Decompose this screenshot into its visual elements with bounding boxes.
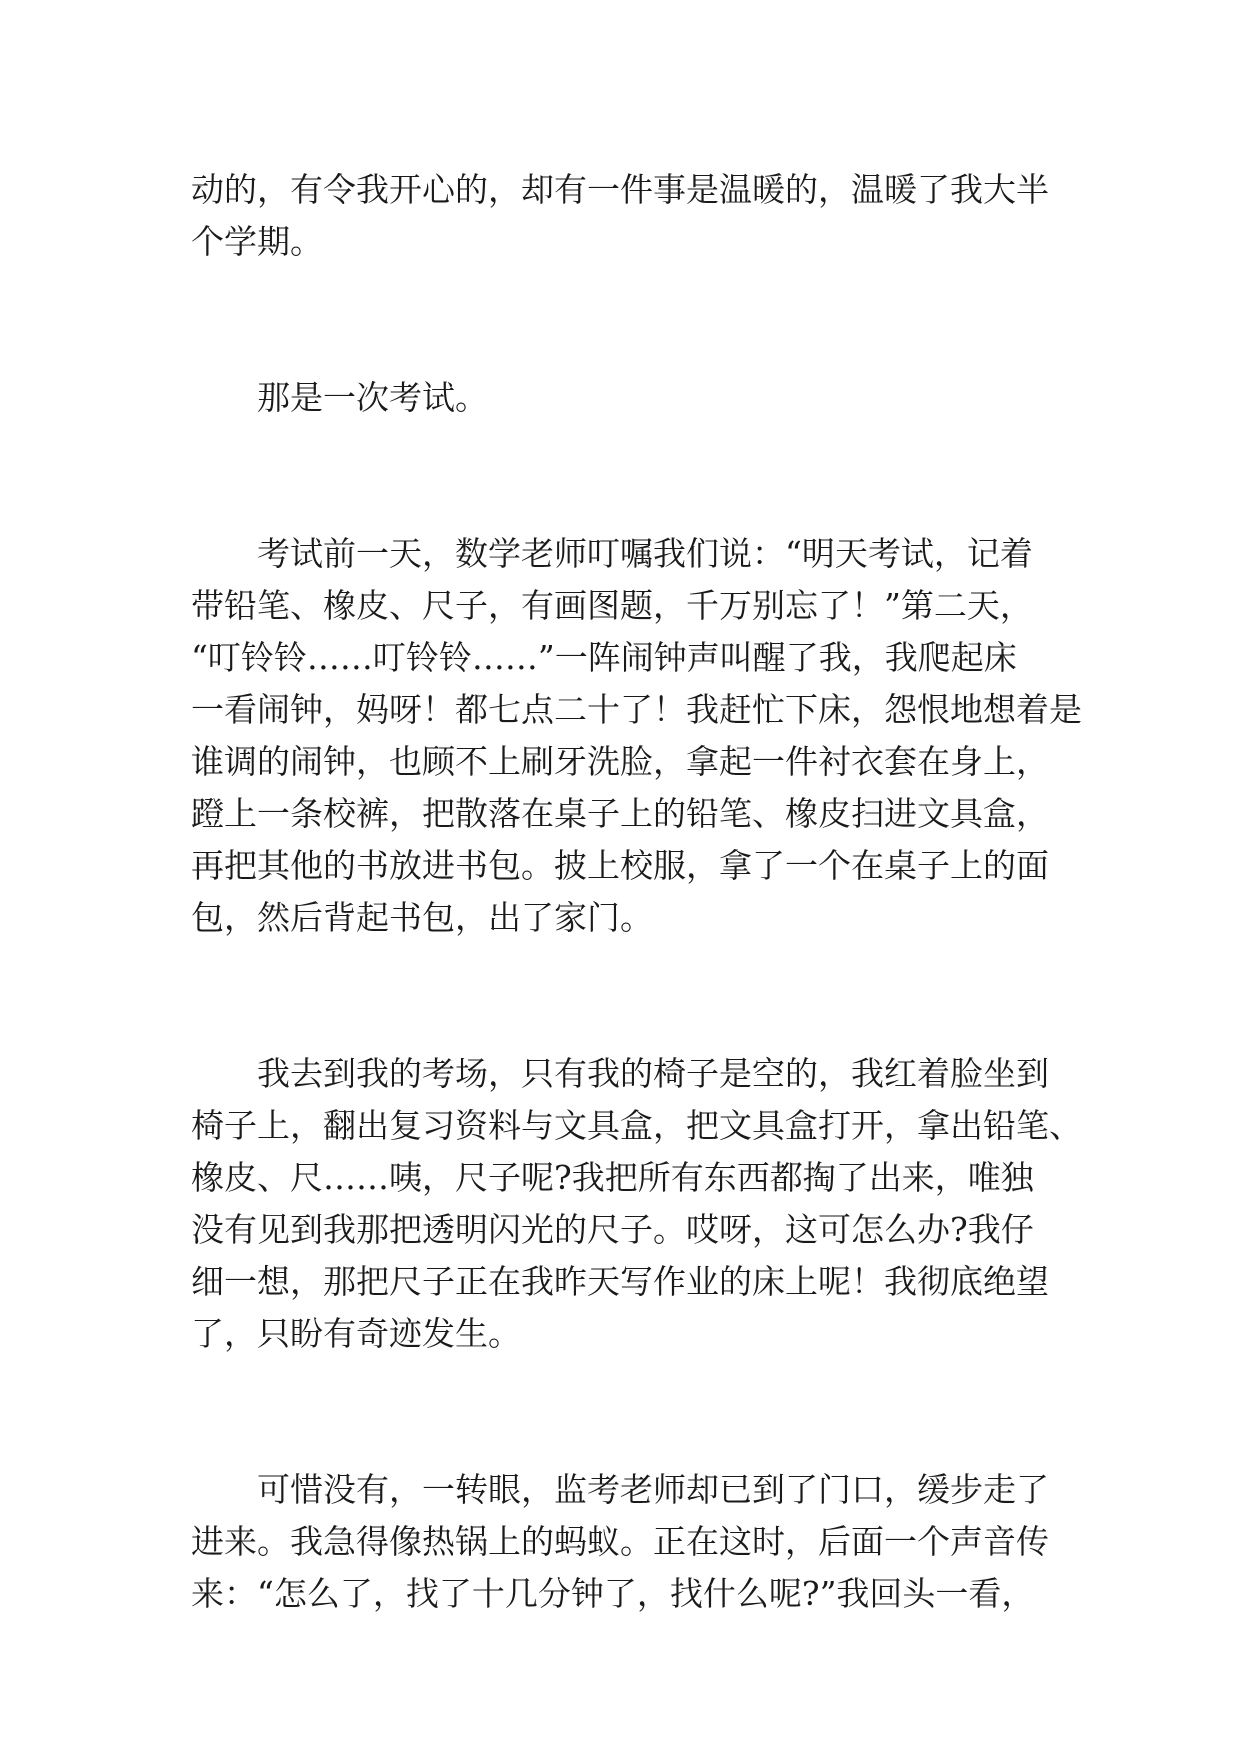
text-line: 进来。我急得像热锅上的蚂蚁。正在这时，后面一个声音传 — [191, 1522, 1049, 1561]
paragraph — [191, 164, 1071, 268]
text-line: 个学期。 — [191, 222, 323, 261]
text-line: 包，然后背起书包，出了家门。 — [191, 898, 653, 937]
text-line: 没有见到我那把透明闪光的尺子。哎呀，这可怎么办?我仔 — [191, 1210, 1034, 1249]
text-line: 橡皮、尺……咦，尺子呢?我把所有东西都掏了出来，唯独 — [191, 1158, 1034, 1197]
text-line: 动的，有令我开心的，却有一件事是温暖的，温暖了我大半 — [191, 170, 1049, 209]
text-line: 椅子上，翻出复习资料与文具盒，把文具盒打开，拿出铅笔、 — [191, 1106, 1082, 1145]
text-line: 带铅笔、橡皮、尺子，有画图题，千万别忘了！”第二天， — [191, 586, 1033, 625]
paragraph-spacer — [191, 1360, 1071, 1464]
text-line: 蹬上一条校裤，把散落在桌子上的铅笔、橡皮扫进文具盒， — [191, 794, 1049, 833]
text-line: 再把其他的书放进书包。披上校服，拿了一个在桌子上的面 — [191, 846, 1049, 885]
paragraph — [191, 1464, 1071, 1620]
text-line: 可惜没有，一转眼，监考老师却已到了门口，缓步走了 — [257, 1470, 1049, 1509]
text-line: 来：“怎么了，找了十几分钟了，找什么呢?”我回头一看， — [191, 1574, 1035, 1613]
paragraph-spacer — [191, 268, 1071, 372]
text-line: 考试前一天，数学老师叮嘱我们说：“明天考试，记着 — [257, 534, 1033, 573]
text-line: 了，只盼有奇迹发生。 — [191, 1314, 521, 1353]
paragraph — [191, 1048, 1082, 1360]
text-line: 细一想，那把尺子正在我昨天写作业的床上呢！我彻底绝望 — [191, 1262, 1049, 1301]
text-line: 谁调的闹钟，也顾不上刷牙洗脸，拿起一件衬衣套在身上， — [191, 742, 1049, 781]
document-body — [191, 164, 1082, 1620]
paragraph-spacer — [191, 424, 1071, 528]
text-line: 我去到我的考场，只有我的椅子是空的，我红着脸坐到 — [257, 1054, 1049, 1093]
text-line: “叮铃铃……叮铃铃……”一阵闹钟声叫醒了我，我爬起床 — [191, 638, 1017, 677]
paragraph — [191, 372, 1071, 424]
text-line: 一看闹钟，妈呀！都七点二十了！我赶忙下床，怨恨地想着是 — [191, 690, 1082, 729]
paragraph-spacer — [191, 944, 1071, 1048]
paragraph — [191, 528, 1082, 944]
text-line: 那是一次考试。 — [257, 378, 488, 417]
